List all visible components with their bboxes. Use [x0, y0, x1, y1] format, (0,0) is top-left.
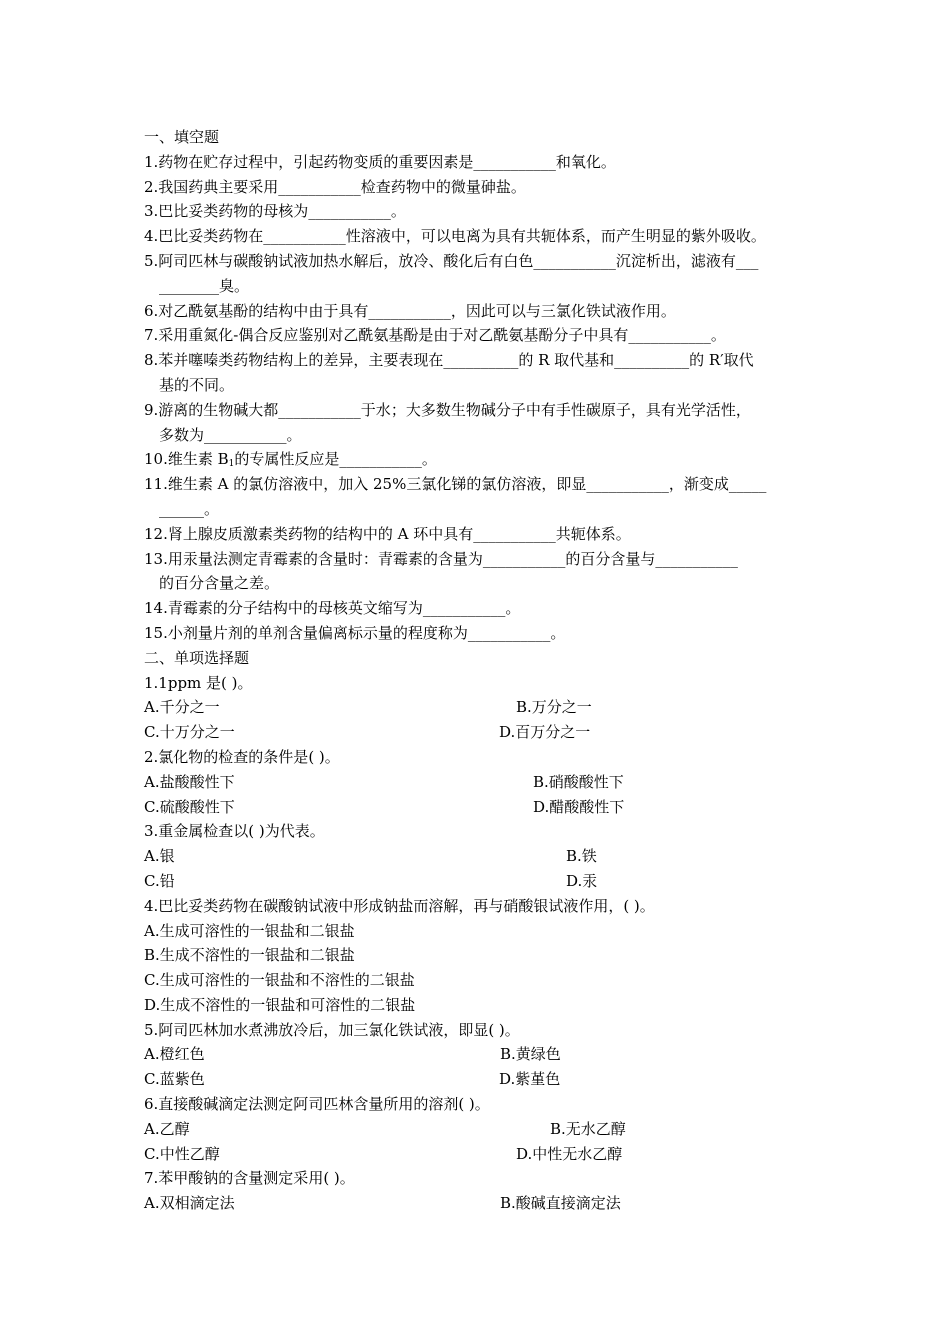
question-10-suffix: 的专属性反应是___________。 [234, 450, 437, 469]
option-b: B.硝酸酸性下 [533, 772, 624, 791]
exam-content [144, 125, 834, 1216]
question-9: 9.游离的生物碱大都___________于水；大多数生物碱分子中有手性碳原子，具有光学活性， [144, 400, 751, 419]
option-c: C.中性乙醇 [144, 1144, 220, 1163]
question-13-cont: 的百分含量之差。 [159, 574, 280, 593]
question-8-cont: 基的不同。 [159, 375, 235, 394]
option-b: B.黄绿色 [500, 1045, 561, 1064]
mc-options-row [144, 1042, 834, 1067]
mc-options-row [144, 770, 834, 795]
option-b: B.酸碱直接滴定法 [500, 1194, 621, 1213]
question-1: 1.药物在贮存过程中，引起药物变质的重要因素是___________和氧化。 [144, 152, 616, 171]
option-d: D.醋酸酸性下 [533, 797, 625, 816]
section-title-fill-blank: 一、填空题 [144, 128, 220, 146]
mc-options-row [144, 1142, 834, 1167]
question-8: 8.苯并噻嗪类药物结构上的差异，主要表现在__________的 R 取代基和__________的 R′取代 [144, 351, 754, 370]
option-a: A.生成可溶性的一银盐和二银盐 [144, 921, 355, 940]
question-2: 2.我国药典主要采用___________检查药物中的微量砷盐。 [144, 177, 526, 196]
question-14: 14.青霉素的分子结构中的母核英文缩写为___________。 [144, 599, 521, 618]
question-10 [144, 447, 834, 472]
option-b: B.万分之一 [516, 698, 592, 717]
mc-options-row [144, 695, 834, 720]
question-9-cont: 多数为___________。 [159, 425, 302, 444]
option-d: D.汞 [566, 871, 598, 890]
question-11: 11.维生素 A 的氯仿溶液中，加入 25%三氯化锑的氯仿溶液，即显___________，渐变成_____ [144, 475, 767, 494]
mc-options-row [144, 1067, 834, 1092]
option-a: A.橙红色 [144, 1045, 205, 1064]
option-d: D.中性无水乙醇 [516, 1144, 623, 1163]
option-c: C.生成可溶性的一银盐和不溶性的二银盐 [144, 971, 415, 990]
question-10-prefix: 10.维生素 B [144, 450, 229, 469]
option-d: D.百万分之一 [499, 723, 591, 742]
option-c: C.十万分之一 [144, 723, 235, 742]
mc-question-5: 5.阿司匹林加水煮沸放冷后，加三氯化铁试液，即显( )。 [144, 1020, 520, 1039]
mc-options-row [144, 844, 834, 869]
option-c: C.硫酸酸性下 [144, 797, 235, 816]
question-13: 13.用汞量法测定青霉素的含量时：青霉素的含量为___________的百分含量与___________ [144, 549, 738, 568]
mc-options-row [144, 795, 834, 820]
mc-options-row [144, 1117, 834, 1142]
question-6: 6.对乙酰氨基酚的结构中由于具有___________，因此可以与三氯化铁试液作用。 [144, 301, 676, 320]
mc-question-7: 7.苯甲酸钠的含量测定采用( )。 [144, 1169, 355, 1188]
mc-options-row [144, 869, 834, 894]
option-b: B.生成不溶性的一银盐和二银盐 [144, 946, 355, 965]
mc-question-1: 1.1ppm 是( )。 [144, 673, 253, 692]
mc-question-2: 2.氯化物的检查的条件是( )。 [144, 747, 340, 766]
subscript-1: 1 [228, 459, 235, 470]
question-4: 4.巴比妥类药物在___________性溶液中，可以电离为具有共轭体系，而产生明显的紫外吸收。 [144, 227, 766, 246]
question-3: 3.巴比妥类药物的母核为___________。 [144, 202, 406, 221]
mc-options-row [144, 720, 834, 745]
mc-question-4: 4.巴比妥类药物在碳酸钠试液中形成钠盐而溶解，再与硝酸银试液作用，( )。 [144, 896, 655, 915]
option-c: C.铅 [144, 871, 175, 890]
option-a: A.双相滴定法 [144, 1194, 235, 1213]
option-a: A.银 [144, 847, 175, 866]
option-d: D.紫堇色 [499, 1070, 561, 1089]
option-a: A.乙醇 [144, 1119, 190, 1138]
question-11-cont: ______。 [159, 499, 220, 518]
question-5: 5.阿司匹林与碳酸钠试液加热水解后，放冷、酸化后有白色___________沉淀析出，滤液有___ [144, 251, 759, 270]
question-7: 7.采用重氮化-偶合反应鉴别对乙酰氨基酚是由于对乙酰氨基酚分子中具有___________。 [144, 326, 726, 345]
option-a: A.盐酸酸性下 [144, 772, 235, 791]
option-d: D.生成不溶性的一银盐和可溶性的二银盐 [144, 995, 416, 1014]
option-c: C.蓝紫色 [144, 1070, 205, 1089]
option-b: B.铁 [566, 847, 597, 866]
mc-options-row [144, 1191, 834, 1216]
question-15: 15.小剂量片剂的单剂含量偏离标示量的程度称为___________。 [144, 623, 566, 642]
question-5-cont: ________臭。 [159, 276, 250, 295]
section-title-single-choice: 二、单项选择题 [144, 648, 250, 667]
mc-question-3: 3.重金属检查以( )为代表。 [144, 822, 325, 841]
option-a: A.千分之一 [144, 698, 220, 717]
question-12: 12.肾上腺皮质激素类药物的结构中的 A 环中具有___________共轭体系。 [144, 524, 631, 543]
option-b: B.无水乙醇 [550, 1119, 626, 1138]
mc-question-6: 6.直接酸碱滴定法测定阿司匹林含量所用的溶剂( )。 [144, 1095, 490, 1114]
